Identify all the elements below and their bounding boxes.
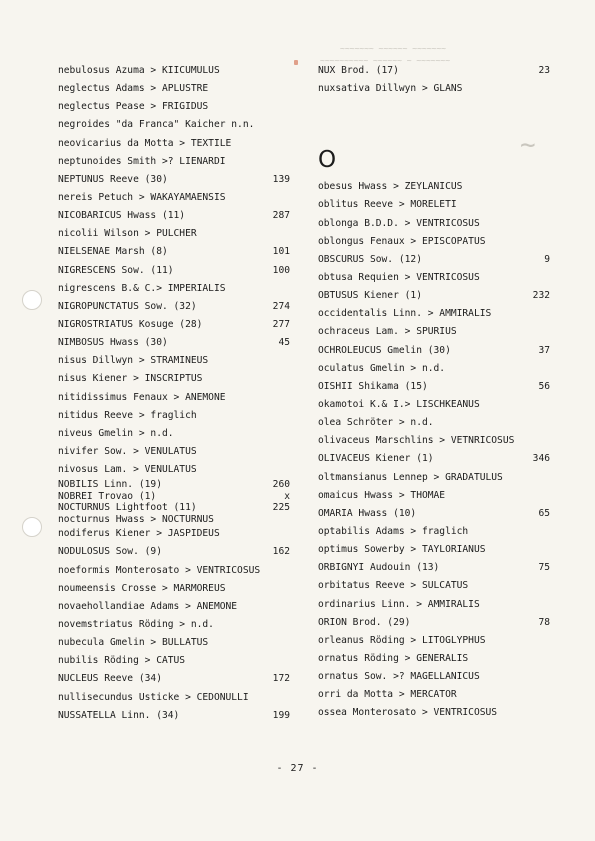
entry-text: NEPTUNUS Reeve (30) <box>58 173 168 185</box>
index-entry <box>318 251 550 269</box>
entry-text: nocturnus Hwass > NOCTURNUS <box>58 513 214 525</box>
index-entry <box>58 389 290 407</box>
entry-text: OBTUSUS Kiener (1) <box>318 290 422 302</box>
entry-page-number: 287 <box>272 210 290 222</box>
right-column-top <box>318 62 550 98</box>
spacer <box>318 98 550 142</box>
entry-page-number: 56 <box>538 380 550 392</box>
index-entry <box>58 514 290 526</box>
entry-text: okamotoi K.& I.> LISCHKEANUS <box>318 398 480 410</box>
index-entry <box>58 616 290 634</box>
entry-text: NIGROPUNCTATUS Sow. (32) <box>58 300 197 312</box>
index-entry <box>318 305 550 323</box>
left-column <box>58 62 290 725</box>
index-entry <box>318 577 550 595</box>
index-entry <box>318 360 550 378</box>
entry-text: NODULOSUS Sow. (9) <box>58 546 162 558</box>
entry-text: niveus Gmelin > n.d. <box>58 427 174 439</box>
entry-page-number: 78 <box>538 616 550 628</box>
index-entry <box>58 502 290 514</box>
index-entry <box>58 153 290 171</box>
index-entry <box>58 407 290 425</box>
entry-text: nisus Dillwyn > STRAMINEUS <box>58 355 209 367</box>
entry-text: nivosus Lam. > VENULATUS <box>58 464 197 476</box>
entry-text: negroides "da Franca" Kaicher n.n. <box>58 119 255 131</box>
entry-text: ornatus Röding > GENERALIS <box>318 652 469 664</box>
right-column-list <box>318 178 550 722</box>
index-entry <box>58 116 290 134</box>
entry-text: nereis Petuch > WAKAYAMAENSIS <box>58 191 226 203</box>
entry-text: noeformis Monterosato > VENTRICOSUS <box>58 564 261 576</box>
entry-text: ordinarius Linn. > AMMIRALIS <box>318 598 480 610</box>
index-entry <box>58 598 290 616</box>
index-entry <box>58 525 290 543</box>
entry-text: OBSCURUS Sow. (12) <box>318 253 422 265</box>
entry-text: NIELSENAE Marsh (8) <box>58 246 168 258</box>
entry-text: OMARIA Hwass (10) <box>318 507 417 519</box>
index-entry <box>318 269 550 287</box>
index-entry <box>58 171 290 189</box>
entry-text: oculatus Gmelin > n.d. <box>318 362 446 374</box>
entry-page-number: 37 <box>538 344 550 356</box>
entry-text: NUX Brod. (17) <box>318 65 399 76</box>
index-entry <box>58 135 290 153</box>
index-entry <box>318 505 550 523</box>
entry-text: obesus Hwass > ZEYLANICUS <box>318 181 463 193</box>
entry-text: nodiferus Kiener > JASPIDEUS <box>58 528 220 540</box>
entry-text: nubecula Gmelin > BULLATUS <box>58 637 209 649</box>
entry-text: oltmansianus Lennep > GRADATULUS <box>318 471 503 483</box>
index-entry <box>318 196 550 214</box>
entry-text: OISHII Shikama (15) <box>318 380 428 392</box>
index-entry <box>58 98 290 116</box>
entry-text: NOBILIS Linn. (19) <box>58 479 162 491</box>
index-entry <box>318 668 550 686</box>
page-number: - 27 - <box>276 763 319 774</box>
entry-text: ochraceus Lam. > SPURIUS <box>318 326 457 338</box>
index-entry <box>318 450 550 468</box>
index-entry <box>318 378 550 396</box>
entry-text: orbitatus Reeve > SULCATUS <box>318 580 469 592</box>
index-entry <box>318 541 550 559</box>
entry-text: nitidissimus Fenaux > ANEMONE <box>58 391 226 403</box>
entry-page-number: 199 <box>272 709 290 721</box>
entry-text: ornatus Sow. >? MAGELLANICUS <box>318 671 480 683</box>
index-entry <box>318 396 550 414</box>
entry-text: OCHROLEUCUS Gmelin (30) <box>318 344 451 356</box>
entry-text: noumeensis Crosse > MARMOREUS <box>58 582 226 594</box>
section-letter: O <box>318 147 337 174</box>
index-entry <box>318 178 550 196</box>
entry-text: oblitus Reeve > MORELETI <box>318 199 457 211</box>
entry-text: olivaceus Marschlins > VETNRICOSUS <box>318 435 515 447</box>
index-entry <box>58 425 290 443</box>
right-column <box>318 62 550 723</box>
index-entry <box>58 634 290 652</box>
entry-text: olea Schröter > n.d. <box>318 417 434 429</box>
entry-text: ORBIGNYI Audouin (13) <box>318 562 440 574</box>
index-entry <box>318 650 550 668</box>
index-entry <box>58 316 290 334</box>
entry-page-number: 23 <box>538 65 550 76</box>
index-entry <box>58 491 290 503</box>
entry-text: nuxsativa Dillwyn > GLANS <box>318 83 463 95</box>
index-entry <box>58 443 290 461</box>
index-entry <box>58 562 290 580</box>
entry-text: nivifer Sow. > VENULATUS <box>58 445 197 457</box>
entry-text: neglectus Pease > FRIGIDUS <box>58 101 209 113</box>
index-entry <box>318 414 550 432</box>
entry-page-number: 100 <box>272 264 290 276</box>
entry-text: orleanus Röding > LITOGLYPHUS <box>318 634 486 646</box>
index-entry <box>58 262 290 280</box>
index-entry <box>58 352 290 370</box>
index-entry <box>318 215 550 233</box>
entry-text: OLIVACEUS Kiener (1) <box>318 453 434 465</box>
index-entry <box>318 686 550 704</box>
entry-text: NIGROSTRIATUS Kosuge (28) <box>58 318 203 330</box>
bleed-through-text: ~ <box>520 130 536 160</box>
punch-hole <box>22 517 42 537</box>
index-entry <box>318 287 550 305</box>
entry-text: nicolii Wilson > PULCHER <box>58 228 197 240</box>
entry-text: NICOBARICUS Hwass (11) <box>58 210 186 222</box>
entry-text: NOCTURNUS Lightfoot (11) <box>58 502 197 514</box>
index-entry <box>58 225 290 243</box>
entry-text: orri da Motta > MERCATOR <box>318 689 457 701</box>
entry-text: nisus Kiener > INSCRIPTUS <box>58 373 203 385</box>
index-entry <box>58 80 290 98</box>
entry-page-number: 346 <box>532 453 550 465</box>
index-entry <box>318 614 550 632</box>
entry-page-number: 9 <box>544 253 550 265</box>
entry-text: novaehollandiae Adams > ANEMONE <box>58 600 238 612</box>
index-entry <box>58 243 290 261</box>
bleed-through-text: ~~~~~~~ ~~~~~~ ~~~~~~~ <box>340 44 446 53</box>
index-entry <box>58 370 290 388</box>
index-entry <box>318 342 550 360</box>
index-entry <box>58 707 290 725</box>
entry-page-number: 232 <box>532 290 550 302</box>
index-entry <box>318 559 550 577</box>
index-entry <box>318 233 550 251</box>
index-entry <box>318 80 550 98</box>
ink-mark <box>294 60 298 65</box>
entry-text: ORION Brod. (29) <box>318 616 411 628</box>
entry-page-number: 65 <box>538 507 550 519</box>
entry-text: nullisecundus Usticke > CEDONULLI <box>58 691 249 703</box>
entry-page-number: 139 <box>272 173 290 185</box>
index-entry <box>318 432 550 450</box>
entry-text: NIGRESCENS Sow. (11) <box>58 264 174 276</box>
entry-text: neovicarius da Motta > TEXTILE <box>58 137 232 149</box>
index-entry <box>318 632 550 650</box>
index-entry <box>58 689 290 707</box>
entry-text: NIMBOSUS Hwass (30) <box>58 337 168 349</box>
index-entry <box>318 487 550 505</box>
entry-text: novemstriatus Röding > n.d. <box>58 618 214 630</box>
index-entry <box>318 469 550 487</box>
index-entry <box>58 543 290 561</box>
bleed-through-text: ~~~~~~~~~~ ~~~~~~ ~ ~~~~~~~ <box>320 56 451 65</box>
entry-page-number: x <box>284 490 290 502</box>
entry-page-number: 75 <box>538 562 550 574</box>
index-entry <box>58 207 290 225</box>
entry-text: nigrescens B.& C.> IMPERIALIS <box>58 282 226 294</box>
entry-text: nitidus Reeve > fraglich <box>58 409 197 421</box>
entry-text: neptunoides Smith >? LIENARDI <box>58 155 226 167</box>
index-entry <box>58 652 290 670</box>
entry-page-number: 45 <box>278 337 290 349</box>
index-entry <box>58 62 290 80</box>
index-entry <box>58 189 290 207</box>
entry-text: oblonga B.D.D. > VENTRICOSUS <box>318 217 480 229</box>
entry-text: obtusa Requien > VENTRICOSUS <box>318 271 480 283</box>
entry-text: oblongus Fenaux > EPISCOPATUS <box>318 235 486 247</box>
index-entry <box>58 298 290 316</box>
entry-page-number: 225 <box>272 502 290 514</box>
entry-text: optabilis Adams > fraglich <box>318 525 469 537</box>
index-entry <box>318 323 550 341</box>
entry-page-number: 172 <box>272 673 290 685</box>
entry-page-number: 260 <box>272 479 290 491</box>
entry-page-number: 162 <box>272 546 290 558</box>
entry-text: NUSSATELLA Linn. (34) <box>58 709 180 721</box>
entry-text: nubilis Röding > CATUS <box>58 655 186 667</box>
index-entry <box>58 280 290 298</box>
index-entry <box>318 596 550 614</box>
entry-text: neglectus Adams > APLUSTRE <box>58 83 209 95</box>
index-entry <box>318 523 550 541</box>
index-entry <box>58 479 290 491</box>
index-entry <box>58 461 290 479</box>
entry-text: ossea Monterosato > VENTRICOSUS <box>318 707 498 719</box>
entry-text: omaicus Hwass > THOMAE <box>318 489 446 501</box>
entry-page-number: 101 <box>272 246 290 258</box>
index-entry <box>58 670 290 688</box>
punch-hole <box>22 290 42 310</box>
index-entry <box>318 704 550 722</box>
entry-text: occidentalis Linn. > AMMIRALIS <box>318 308 492 320</box>
entry-text: nebulosus Azuma > KIICUMULUS <box>58 65 220 76</box>
entry-text: NUCLEUS Reeve (34) <box>58 673 162 685</box>
entry-page-number: 274 <box>272 300 290 312</box>
entry-text: optimus Sowerby > TAYLORIANUS <box>318 544 486 556</box>
index-entry <box>318 62 550 80</box>
entry-page-number: 277 <box>272 318 290 330</box>
index-entry <box>58 334 290 352</box>
index-entry <box>58 580 290 598</box>
entry-text: NOBREI Trovao (1) <box>58 490 157 502</box>
